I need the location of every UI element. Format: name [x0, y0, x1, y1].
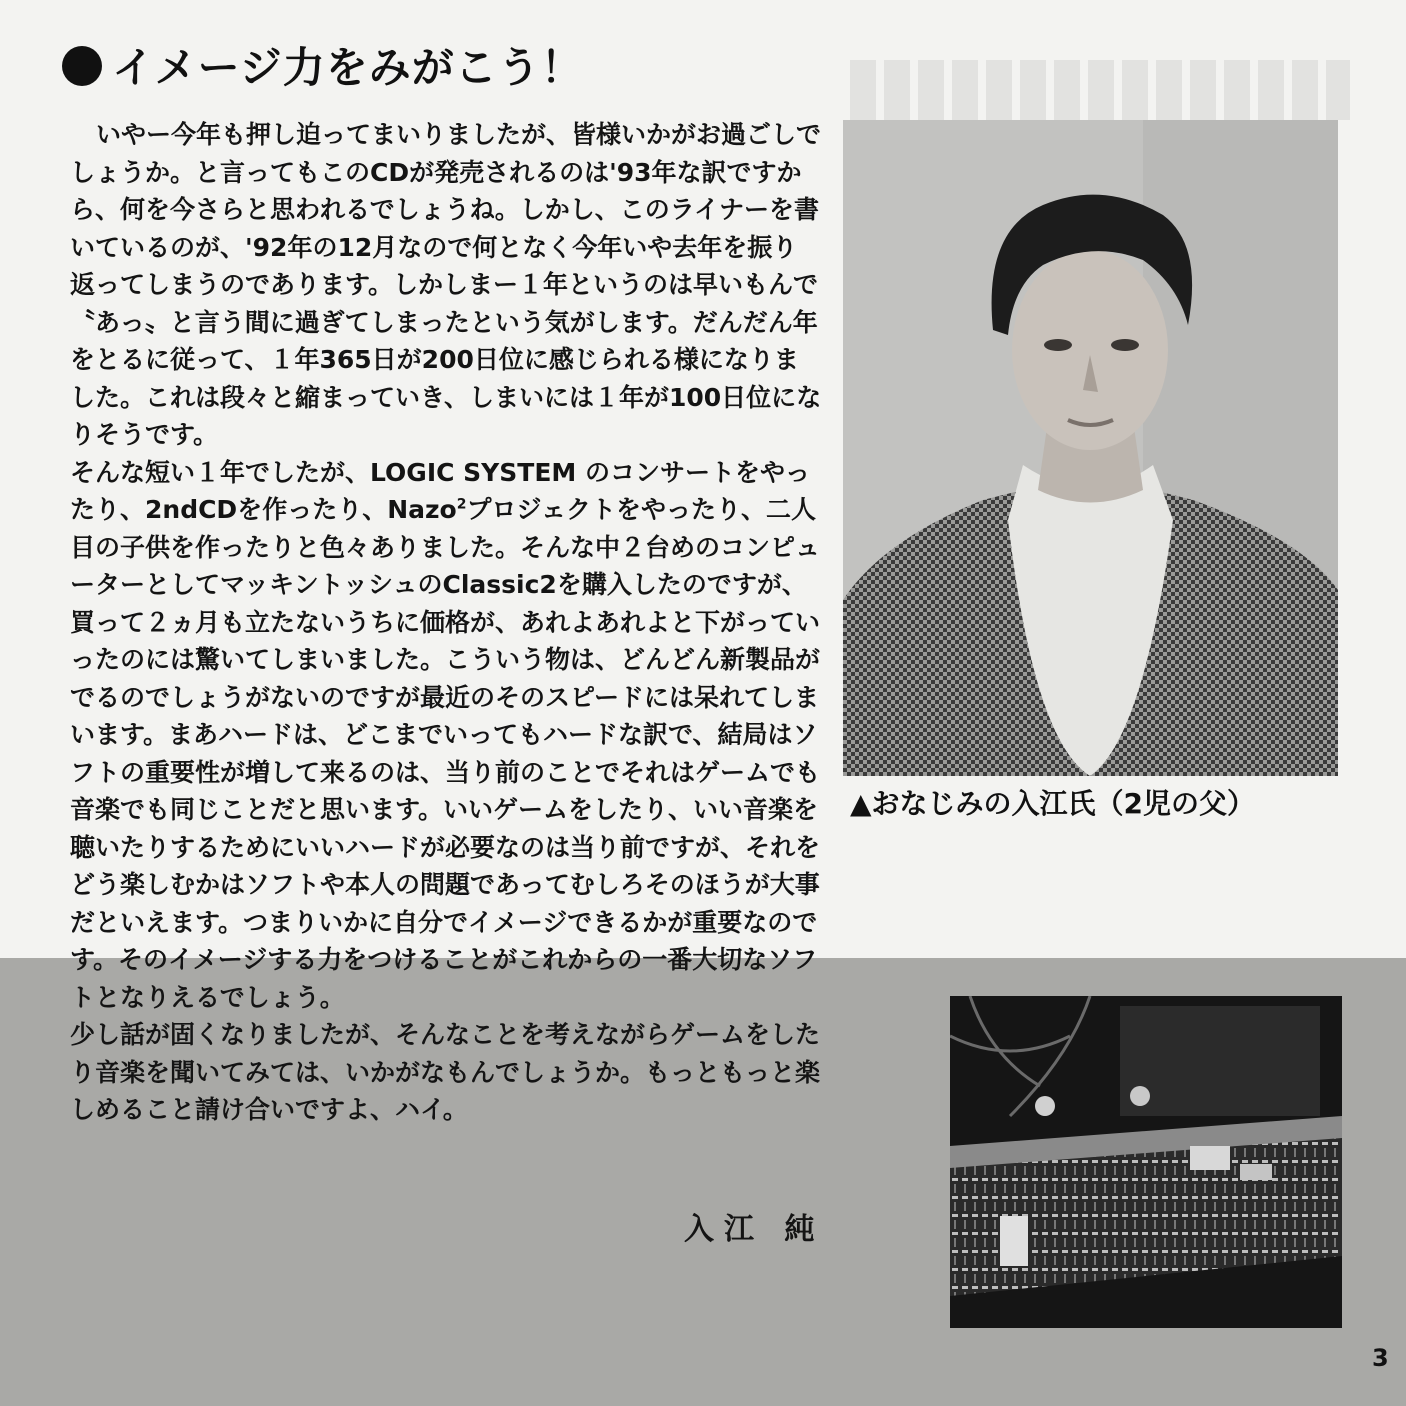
- heading-text: イメージ力をみがこう！: [112, 43, 584, 92]
- article-body: [70, 116, 822, 1129]
- bullet-icon: [62, 46, 102, 86]
- author-signature: 入江 純: [684, 1212, 825, 1247]
- portrait-illustration: [843, 120, 1338, 776]
- faded-bleedthrough-text: [850, 60, 1350, 120]
- nazo-superscript: 2: [456, 496, 467, 513]
- page-number: 3: [1372, 1344, 1389, 1372]
- portrait-caption: ▲おなじみの入江氏（2児の父）: [850, 787, 1256, 820]
- paragraph-2-rest: プロジェクトをやったり、二人目の子供を作ったりと色々ありました。そんな中２台めのコンピューターとしてマッキントッシュのClassic2を購入したのですが、買って２ヵ月も立たないうちに価格が、あれよあれよと下がっていったのには驚いてしまいました。こういう物は、どんどん新製品がでるのでしょうがないのですが最近のそのスピードには呆れてしまいます。まあハードは、どこまでいってもハードな訳で、結局はソフトの重要性が増して来るのは、当り前のことでそれはゲームでも音楽でも同じことだと思います。いいゲームをしたり、いい音楽を聴いたりするためにいいハードが必要なのは当り前ですが、それをどう楽しむかはソフトや本人の問題であってむしろそのほうが大事だといえます。つまりいかに自分でイメージできるかが重要なのです。そのイメージする力をつけることがこれからの一番大切なソフトとなりえるでしょう。: [70, 495, 821, 1012]
- paragraph-1: いやー今年も押し迫ってまいりましたが、皆様いかがお過ごしでしょうか。と言ってもこのCDが発売されるのは'93年な訳ですから、何を今さらと思われるでしょうね。しかし、このライナーを書いているのが、'92年の12月なので何となく今年いや去年を振り返ってしまうのであります。しかしまー１年というのは早いもんで〝あっ〟と言う間に過ぎてしまったという気がします。だんだん年をとるに従って、１年365日が200日位に感じられる様になりました。これは段々と縮まっていき、しまいには１年が100日位になりそうです。: [70, 120, 822, 449]
- nazo-name: Nazo: [387, 495, 457, 524]
- paragraph-2-start: そんな短い１年でしたが、LOGIC SYSTEM のコンサートをやったり、2ndCDを作ったり、: [70, 457, 810, 524]
- studio-photo: [950, 996, 1342, 1328]
- paragraph-2: [70, 454, 822, 1017]
- article-heading: [62, 38, 584, 98]
- portrait-photo: [843, 120, 1338, 776]
- mixing-console-illustration: [950, 996, 1342, 1328]
- paragraph-3: 少し話が固くなりましたが、そんなことを考えながらゲームをしたり音楽を聞いてみては、いかがなもんでしょうか。もっともっと楽しめること請け合いですよ、ハイ。: [70, 1020, 821, 1124]
